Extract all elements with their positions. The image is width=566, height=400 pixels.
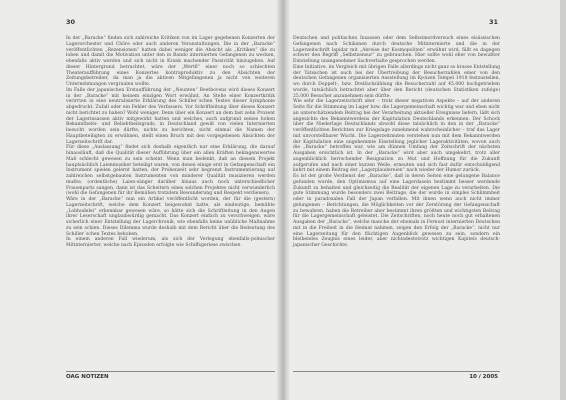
right-page-body: [293, 36, 500, 249]
book-gutter: [276, 0, 290, 400]
right-paragraph: Eine Initiative, im Vergleich mit übrigen Falle allerdings nicht ganz so krasse Entstellung der Tatsachen ist auch bei der Übertreibung der Besucherzahlen einer von den deutschen Gefangenen organisierten Ausstellung im Kyoizen Tempel 1918 festzustellen, wo durch Doppelt-, bzw. Dreifachzählung die Besucherzahl auf 45.000 hochgetrieben wurde, tatsächlich betrachtet aber über den Bericht (deutschen Statistiken zufolge) 25.000 Besucher anzunehmen sein dürfte.: [293, 64, 500, 99]
right-page-number: 31: [488, 18, 498, 26]
right-page: [283, 0, 566, 400]
left-footer-rule: [66, 371, 275, 372]
right-paragraph: Wie sehr die Lagerzeitschrift aber – trotz dieser negativen Aspekte – auf der anderen Seite für die Stimmung im Lager bzw. die Lagergemeinschaft wichtig war und eben nicht an unterschätzendem Beitrag bei der Verarbeitung aktueller Ereignisse liefern, läßt sich angesichts des Bekanntwerdens der Kapitulation Deutschlands erkennen. Der Schock über die Niederlage Deutschlands obwohl diese tatsächlich in den in der „Baracke“ veröffentlichten Berichten zur Kriegslage zunehmend wahrscheinlicher – traf das Lager mit unvorstellbarer Wucht. Die Lagerzeitmuten verstehen nun mit dem Bekanntwerden der Kapitulation eine ungehemmte Einstellung jeglicher Lageraktivitäten, wovon auch die „Baracke“ betroffen war, wie am dünnen Umfang der Zeitschrift der nächsten Ausgaben ersichtlich ist. In der „Baracke“ wird aber auch umgekehrt, trotz aller augenblicklich herrschender Resignation zu Mut und Hoffnung für die Zukunft aufgerufen und nach einer kurzen Weile, erneuten und sich fast dafür entschuldigend kehrt mit einem Beitrag der „Lagerplaudereien“ nach wieder der Humor zurück.: [293, 99, 500, 174]
left-paragraph: In einem anderen Fall wiederum, als sich der Verlegung ebenfalls-polnischer Mitinternierter, welche nach Episoden erfolgte wie Schiffsgeriese zwischen: [66, 237, 275, 248]
left-page-number: 30: [66, 18, 76, 26]
right-paragraph: Es ist der große Verdienst der „Baracke“, daß in deren Seiten eine gelungene Balance gefunden wurde, den Optimismus auf eine Lagerdasein bestimmt besser werdende Zukunft zu behalten und gleichzeitig die Realität der eigenen Lage zu verarbeiten. Die gute Stimmung wurde besonders zwei Beitrage, die der wurde in simples Schlimmheit oder in paradoxalen Fall der Japan verfallen. Mit ihnen wenn auch nicht immer gelungenen – Berichtungen, die Möglichkeiten vor der Zerstörung der Gefangenschaft zu bewahren, haben die Betreiber aber bestimmt ihren größten und wichtigsten Beitrag für die Lagergemeinschaft geleistet. Die Zeitschriften, noch heute noch gut erhaltenen Ausgaben der „Baracke“, welche manche der ehemals in Fernost internierten Deutschen mit in die Freiheit in die Heimat nahmen, zeigen den Erfolg der „Baracke“, nicht nur eine Lagerzeitung für den flüchtigen Augenblick gewesen zu sein, sondern ein bleibendes Zeugnis eines leider, aber nichtsdestotrotz wichtigen Kapitels deutsch-japanischer Geschichte.: [293, 174, 500, 248]
right-footer: 10 / 2005: [469, 374, 498, 380]
right-footer-rule: [293, 371, 500, 372]
right-page-edge: [560, 0, 566, 400]
right-paragraph: Deutschen und politischen Insassen oder dem Selbstmordversuch eines elsässischen Gefangenen nach Schikanen durch deutsche Mitinternierte und die in der Lagerzeitschrift lapidar mit „Abreise der Kosmopoliten“ erwähnt wird, fällt es dagegen schwer den Begriff „Selbstzensur“ zu gebrauchen. Hier sollte wohl eher von bewußter Entstellung unangenehmer Sachverhalte gesprochen werden.: [293, 36, 500, 64]
left-paragraph: Wäre in der „Baracke“ nun ein Artikel veröffentlicht worden, der für die (gestern) Lagerzeitschrift, welche dem Konzert beigewohnt hatte, als eindeutige, bemühte „Lobhudelei“ erkennbar gewesen wäre, so hätte sich die Schriftleitung in den Augen ihrer Leserschaft unglaubwürdig gemacht. Das Konzert einfach zu verschweigen, wäre sicherlich einer Entstellung der Lagerchronik, wie ebenfalls keine unübliche Maßnahme zu sein schien. Dieses Dilemma wurde deshalb mit dem Bericht über die Bedeutung des Schiller´schen Textes behoben.: [66, 197, 275, 237]
left-paragraph: Für diese „Auslassung“ findet sich deshalb eigentlich nur eine Erklärung, die darauf hinausläuft, daß die Qualität dieser Aufführung über ein allen Kräften beklagenswertes Maß schlecht gewesen zu sein scheint. Wenn man bedenkt, daß an diesem Projekt hauptsächlich Laienmusiker beteiligt waren, von denen einige erst in Gefangenschaft ein Instrument spielen gelernt hatten, der Probenzeit sehr begrenzt Instrumentierung auf zahlreichen selbstgebauten Instrumenten von minderer Qualität musizieren werden mußte, (ordentliche) Laien-sänger darüber hinaus auch noch unterschiedlicher Frauenparts sangen, dann ist das Scheitern eines solchen Projektes nicht verwunderlich (wohl die Gefangenen für ihr Bemühen trotzdem Bewunderung und Respekt verdienen).: [66, 145, 275, 197]
left-page-body: [66, 36, 275, 249]
left-paragraph: Im Falle der japanischen Erstaufführung der „Neunten“ Beethovens wird dieses Konzert in der „Baracke“ mit keinem einzigen Wort erwähnt. An Stelle einer Konzertkritik verirrten in eine neutralisierte Erklärung des Schiller´schen Textes dieser Symphonie abgedruckt. Zufall oder ein Fehler des Verfassers. Vor Schriftleitung über dieses Konzert nicht berichtet zu haben? Wohl weniger. Denn über ein Konzert an dem fast zehn Prozent der Lagerinsassen aktiv mitgewirkt hatten und welches, auch aufgrund seines hohen Bekanntheits- und Beliebtheitsgrads, in Deutschland gewiß von vielen Internierten besucht worden sein dürfte, nichts zu berichten, nicht einmal die Namen der Hauptbeteiligten zu erwähnen, stellt einen Bruch mit den vorgegebenen Absichten der Lagerzeitschrift dar.: [66, 87, 275, 145]
left-footer: OAG NOTIZEN: [66, 374, 109, 380]
left-paragraph: In der „Baracke“ finden sich zahlreiche Kritiken von im Lager gegebenen Konzerten der Lagerorchester und Chöre oder auch anderen Veranstaltungen. Die in der „Baracke“ veröffentlichten „Rezensionen“ hatten dabei weniger die Absicht als „Kritiken“ die zu loben und damit die Motivation unter den in Bando internierten Gefangenen zu wecken, ebenfalls aktiv werden und sich nicht in Krank machender Passivität hinzugeben. Auf dieser Hintergrund betrachtet, wäre der „Wertfl“ einer noch so schlechten Theateraufführung eines Konzertes kontraproduktiv zu den Absichten der Zeitungsbetreiber, da man ja die aktiven Mitgefangenen ja nicht von weiteren Unternehmungen vergraulen wollte.: [66, 36, 275, 87]
